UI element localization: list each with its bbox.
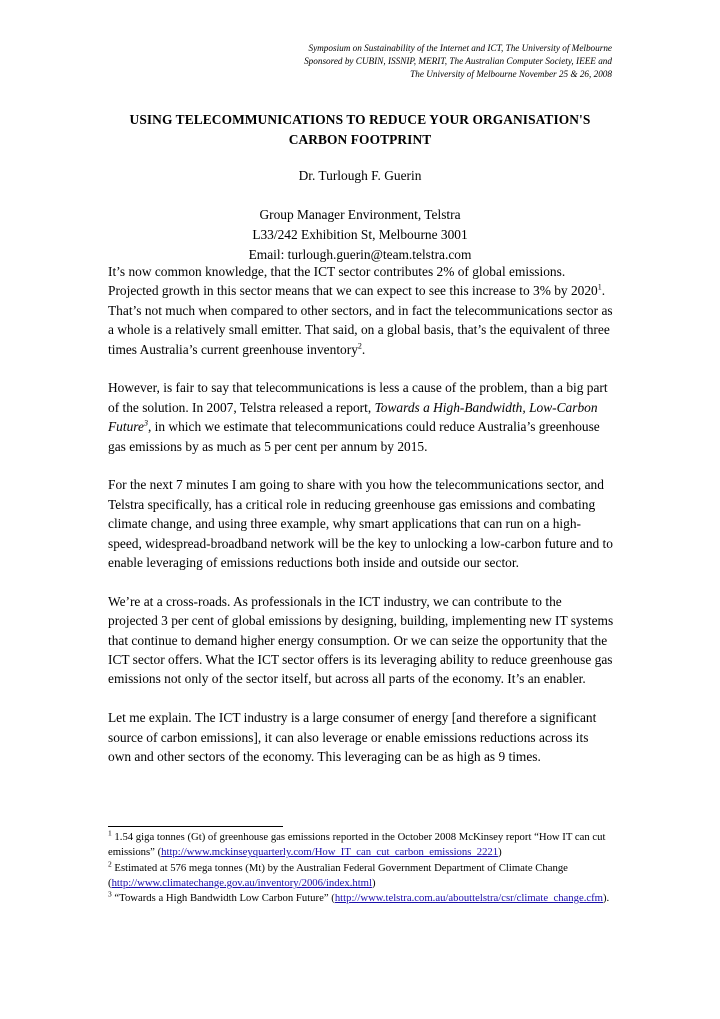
footnote-3-end: ).	[603, 892, 610, 905]
running-header-line-3: The University of Melbourne November 25 & 26, 2008	[410, 69, 612, 79]
running-header-line-1: Symposium on Sustainability of the Internet and ICT, The University of Melbourne	[308, 43, 612, 53]
footnote-3-link[interactable]: http://www.telstra.com.au/abouttelstra/csr/climate_change.cfm	[334, 892, 603, 905]
paragraph-2-text-b: , in which we estimate that telecommunications could reduce Australia’s greenhouse gas emissions by as much as 5 per cent per annum by 2015.	[108, 419, 600, 454]
paragraph-2	[108, 378, 614, 456]
footnote-3	[108, 891, 614, 906]
paragraph-1	[108, 262, 614, 359]
footnote-ref-3[interactable]: 3	[143, 418, 148, 428]
footnote-1-end: )	[498, 846, 502, 859]
footnotes	[108, 830, 614, 906]
footnote-separator	[108, 826, 283, 827]
running-header-line-2: Sponsored by CUBIN, ISSNIP, MERIT, The Australian Computer Society, IEEE and	[304, 56, 612, 66]
footnote-1-link[interactable]: http://www.mckinseyquarterly.com/How_IT_can_cut_carbon_emissions_2221	[161, 846, 499, 859]
paragraph-5: Let me explain. The ICT industry is a large consumer of energy [and therefore a significant source of carbon emissions], it can also leverage or enable emissions reductions across its own and other sectors of the economy. This leveraging can be as high as 9 times.	[108, 710, 597, 765]
author-position: Group Manager Environment, Telstra	[259, 207, 461, 222]
footnote-2-end: )	[371, 876, 376, 889]
footnote-1-number: 1	[108, 828, 112, 838]
paper-title-line-2: CARBON FOOTPRINT	[288, 132, 432, 147]
author-email: Email: turlough.guerin@team.telstra.com	[248, 247, 472, 262]
report-title: Towards a High-Bandwidth, Low-Carbon Future	[108, 399, 598, 435]
footnote-ref-1[interactable]: 1	[597, 282, 602, 292]
paragraph-3: For the next 7 minutes I am going to share with you how the telecommunications sector, and Telstra specifically, has a critical role in reducing greenhouse gas emissions and combating climate change, and using three example, why smart applications that can run on a high-speed, widespread-broadband network will be the key to unlocking a low-carbon future and to enable leveraging of emissions reductions both inside and outside our sector.	[108, 477, 613, 571]
paper-title-line-1: USING TELECOMMUNICATIONS TO REDUCE YOUR ORGANISATION'S	[129, 112, 591, 127]
paragraph-1-text-a: It’s now common knowledge, that the ICT sector contributes 2% of global emissions. Projected growth in this sector means that we can expect to see this increase to 3% by 2020	[108, 264, 598, 299]
footnote-2-link[interactable]: http://www.climatechange.gov.au/inventory/2006/index.html	[111, 876, 372, 889]
footnote-ref-2[interactable]: 2	[357, 341, 362, 351]
running-header	[192, 42, 612, 81]
author-block	[108, 166, 612, 265]
paragraph-1-text-c: .	[361, 341, 366, 357]
footnote-1-text: 1.54 giga tonnes (Gt) of greenhouse gas emissions reported in the October 2008 McKinsey report “How IT can cut emissions” (	[108, 831, 606, 859]
footnote-1	[108, 830, 614, 861]
author-address: L33/242 Exhibition St, Melbourne 3001	[252, 227, 468, 242]
paper-title	[108, 110, 612, 150]
paragraph-2-text-a: However, is fair to say that telecommunications is less a cause of the problem, than a big part of the solution. In 2007, Telstra released a report,	[108, 380, 608, 415]
footnote-2-text: Estimated at 576 mega tonnes (Mt) by the Australian Federal Government Department of Climate Change (	[108, 861, 568, 889]
footnote-2-number: 2	[108, 859, 112, 869]
paragraph-1-text-b: . That’s not much when compared to other sectors, and in fact the telecommunications sector as a whole is a relatively small emitter. That said, on a global basis, that’s the equivalent of three times Australia’s current greenhouse inventory	[108, 283, 613, 357]
author-name: Dr. Turlough F. Guerin	[298, 168, 422, 183]
footnote-2	[108, 861, 614, 892]
paragraph-4: We’re at a cross-roads. As professionals in the ICT industry, we can contribute to the projected 3 per cent of global emissions by designing, building, implementing new IT systems that continue to demand higher energy consumption. Or we can seize the opportunity that the ICT sector offers. What the ICT sector offers is its leveraging ability to reduce greenhouse gas emissions not only of the sector itself, but across all parts of the economy. It’s an enabler.	[108, 593, 614, 687]
footnote-3-text: “Towards a High Bandwidth Low Carbon Future” (	[111, 892, 335, 905]
footnote-3-number: 3	[108, 889, 112, 899]
body-text	[108, 262, 614, 786]
